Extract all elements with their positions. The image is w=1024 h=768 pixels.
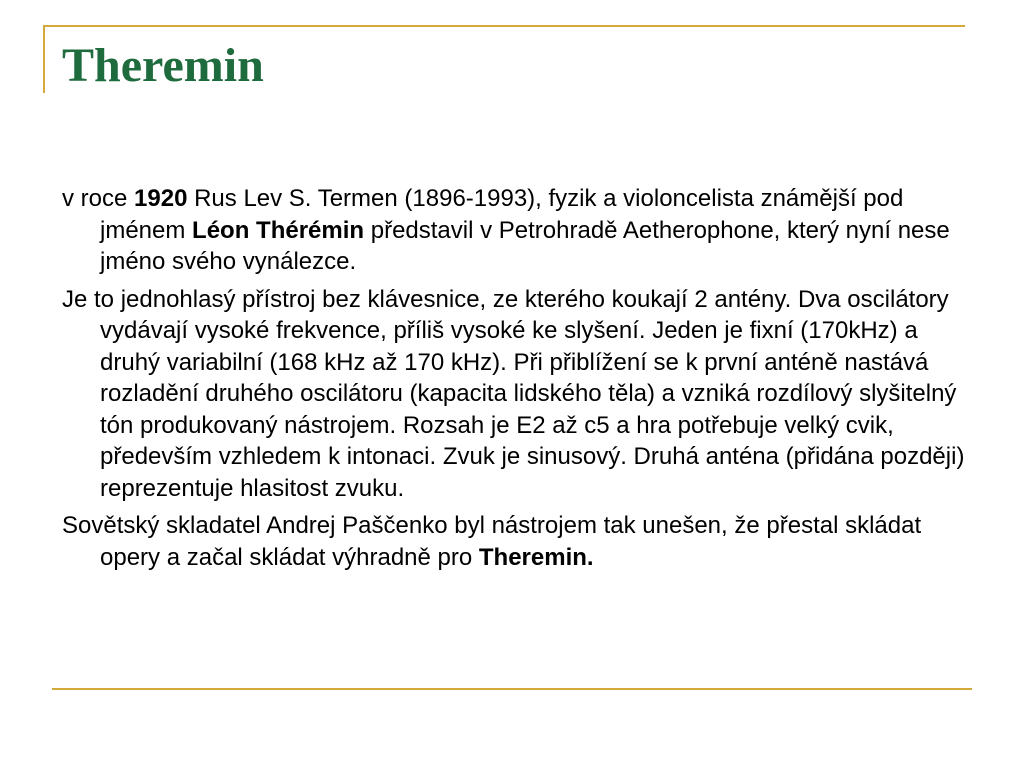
slide-body bbox=[62, 183, 967, 579]
left-border-line bbox=[43, 25, 45, 93]
text-run: v roce bbox=[62, 185, 135, 212]
text-run: Sovětský skladatel Andrej Paščenko byl nástrojem tak unešen, že přestal skládat opery a začal skládat výhradně pro bbox=[62, 512, 922, 571]
paragraph-composer bbox=[62, 510, 967, 573]
paragraph-history bbox=[62, 183, 967, 278]
paragraph-description bbox=[62, 284, 967, 505]
slide-title: Theremin bbox=[62, 39, 264, 92]
bold-name: Léon Thérémin bbox=[192, 216, 365, 244]
text-run: Rus Lev S. Termen (1896-1993), fyzik a violoncelista známější pod jménem bbox=[100, 185, 904, 244]
bold-year: 1920 bbox=[134, 185, 188, 212]
bold-instrument: Theremin. bbox=[478, 543, 594, 571]
top-border-line bbox=[43, 25, 965, 27]
text-run: Je to jednohlasý přístroj bez klávesnice, ze kterého koukají 2 antény. Dva oscilátory vydávají vysoké frekvence, příliš vysoké ke slyšení. Jeden je fixní (170kHz) a druhý variabilní (168 kHz až 170 kHz). Při přiblížení se k první anténě nastává rozladění druhého oscilátoru (kapacita lidského těla) a vzniká rozdílový slyšitelný tón produkovaný nástrojem. Rozsah je E2 až c5 a hra potřebuje velký cvik, především vzhledem k intonaci. Zvuk je sinusový. Druhá anténa (přidána později) reprezentuje hlasitost zvuku. bbox=[62, 285, 965, 502]
bottom-border-line bbox=[52, 688, 972, 690]
text-run: představil v Petrohradě Aetherophone, který nyní nese jméno svého vynálezce. bbox=[100, 216, 950, 275]
